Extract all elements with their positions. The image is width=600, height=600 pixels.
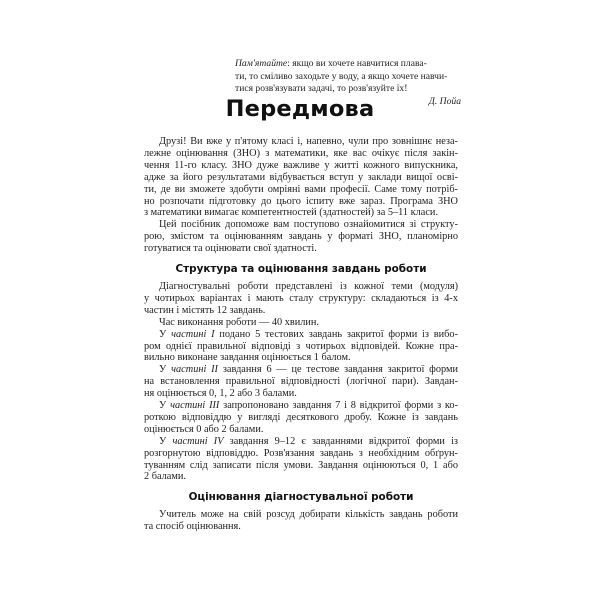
text-line: У частині IV завдання 9–12 є завданнями відкритої форми із [159, 435, 458, 447]
text-line: Друзі! Ви вже у п'ятому класі і, напевно, чули про зовнішнє неза- [159, 136, 458, 147]
duration-paragraph [144, 317, 458, 329]
section-heading-assessment: Оцінювання діагностувальної роботи [188, 491, 414, 504]
text-line: частин і містять 12 завдань. [144, 304, 266, 316]
part-3-label: частині III [170, 400, 220, 412]
text-line: вильно виконане завдання оцінюється 1 балом. [144, 352, 351, 364]
part-4-label: частині IV [172, 435, 224, 447]
part-1-paragraph [144, 329, 458, 365]
text-line: та спосіб оцінювання. [144, 521, 241, 533]
text-line: з математики вимагає компетентностей (здатностей) за 5–11 класи. [144, 207, 439, 219]
part-1-label: частині I [171, 328, 215, 340]
part-2-label: частині II [171, 364, 218, 376]
text-line: ня оцінюється 0, 1, 2 або 3 балами. [144, 388, 297, 400]
text-line: рою, змістом та оцінюванням завдань у форматі ЗНО, планомірно [144, 231, 458, 243]
text-line: розгорнутою відповіддю. Розв'язання завдань з необхідним обґрун- [144, 447, 458, 459]
structure-paragraph [144, 281, 458, 317]
intro-paragraph-2 [144, 219, 458, 255]
text-line: Час виконання роботи — 40 хвилин. [159, 316, 319, 328]
part-4-paragraph [144, 436, 458, 484]
page-title: Передмова [225, 96, 375, 122]
epigraph-line: тися розв'язувати задачі, то розв'язуйте їх! [235, 83, 408, 95]
text-line: готуватися та оцінювати свої здатності. [144, 243, 317, 255]
text-line: но розпочати підготовку до цього іспиту вже зараз. Програма ЗНО [144, 195, 458, 207]
assessment-paragraph [144, 509, 458, 533]
text-line: оцінюється 0 або 2 балами. [144, 423, 264, 435]
epigraph-line: ти, то сміливо заходьте у воду, а якщо хочете навчи- [235, 70, 448, 82]
text-line: Учитель може на свій розсуд добирати кількість завдань роботи [159, 509, 458, 521]
text-line: Діагностувальні роботи представлені із кожної теми (модуля) [159, 280, 458, 292]
page-body [144, 136, 458, 533]
epigraph-lead: Пам'ятайте [235, 58, 288, 69]
section-heading-structure: Структура та оцінювання завдань роботи [175, 263, 427, 276]
text-line: У частині II завдання 6 — це тестове завдання закритої форми [159, 364, 458, 376]
text-line: ти, де ви зможете здобути омріяні вами професії. Саме тому потріб- [144, 183, 458, 195]
intro-paragraph-1 [144, 136, 458, 219]
text-line: У частині III запропоновано завдання 7 і 8 відкритої форми з ко- [159, 400, 458, 412]
text-line: У частині I подано 5 тестових завдань закритої форми із вибо- [159, 328, 458, 340]
text-line: адже за його результатами відбувається вступ у заклади вищої осві- [144, 171, 458, 183]
text-line: на встановлення правильної відповідності (логічної пари). Завдан- [144, 376, 458, 388]
part-3-paragraph [144, 400, 458, 436]
text-line: у чотирьох варіантах і мають сталу структуру: складаються із 4-х [144, 292, 458, 304]
part-2-paragraph [144, 364, 458, 400]
text-line: роткою відповіддю у вигляді десяткового дробу. Кожне із завдань [144, 411, 458, 423]
text-line: 2 балами. [144, 471, 186, 483]
text-line: туванням слід записати після умови. Завдання оцінюються 0, 1 або [144, 459, 458, 471]
text-line: ром однієї правильної відповіді з чотирьох відповідей. Кожне пра- [144, 340, 458, 352]
epigraph-line: Пам'ятайте: якщо ви хочете навчитися плава- [235, 58, 427, 69]
text-line: лежне оцінювання (ЗНО) з математики, яке вас очікує після закін- [144, 147, 458, 159]
text-line: Цей посібник допоможе вам поступово ознайомитися зі структу- [159, 219, 458, 231]
text-line: чення 11-го класу. ЗНО дуже важливе у житті кожного випускника, [144, 159, 458, 171]
epigraph-author: Д. Пойа [428, 95, 461, 107]
